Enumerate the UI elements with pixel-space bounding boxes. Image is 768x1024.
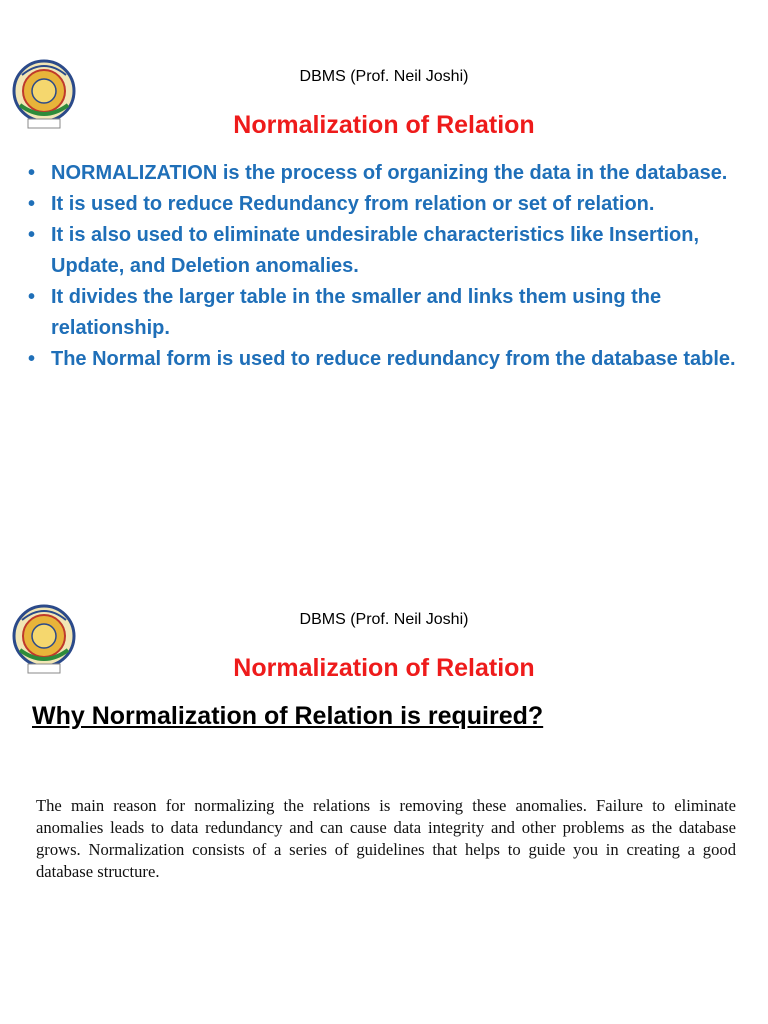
bullet-icon: • (28, 348, 36, 370)
bullet-icon: • (28, 286, 36, 308)
course-title: DBMS (Prof. Neil Joshi) (299, 68, 469, 85)
bullet-list (28, 158, 748, 375)
slide-heading: Normalization of Relation (233, 654, 535, 682)
slide-1 (0, 0, 768, 500)
slide-heading: Normalization of Relation (233, 111, 535, 139)
bullet-item (28, 220, 748, 282)
bullet-item (28, 189, 748, 220)
body-paragraph: The main reason for normalizing the relations is removing these anomalies. Failure to eliminate anomalies leads to data redundancy and can cause data integrity and other problems as the database grows. Normalization consists of a series of guidelines that helps to guide you in creating a good database structure. (36, 796, 736, 881)
bullet-text: It is used to reduce Redundancy from relation or set of relation. (51, 193, 655, 215)
bullet-item (28, 344, 748, 375)
bullet-text: It is also used to eliminate undesirable characteristics like Insertion, Update, and Deletion anomalies. (51, 224, 700, 277)
bullet-icon: • (28, 193, 36, 215)
bullet-text: NORMALIZATION is the process of organizing the data in the database. (51, 162, 728, 184)
question-heading: Why Normalization of Relation is required? (32, 702, 544, 730)
bullet-icon: • (28, 224, 36, 246)
slide-2 (0, 540, 768, 1024)
bullet-item (28, 282, 748, 344)
bullet-icon: • (28, 162, 36, 184)
bullet-text: The Normal form is used to reduce redundancy from the database table. (51, 348, 736, 370)
bullet-text: It divides the larger table in the smaller and links them using the relationship. (51, 286, 662, 339)
bullet-item (28, 158, 748, 189)
course-title: DBMS (Prof. Neil Joshi) (299, 611, 469, 628)
